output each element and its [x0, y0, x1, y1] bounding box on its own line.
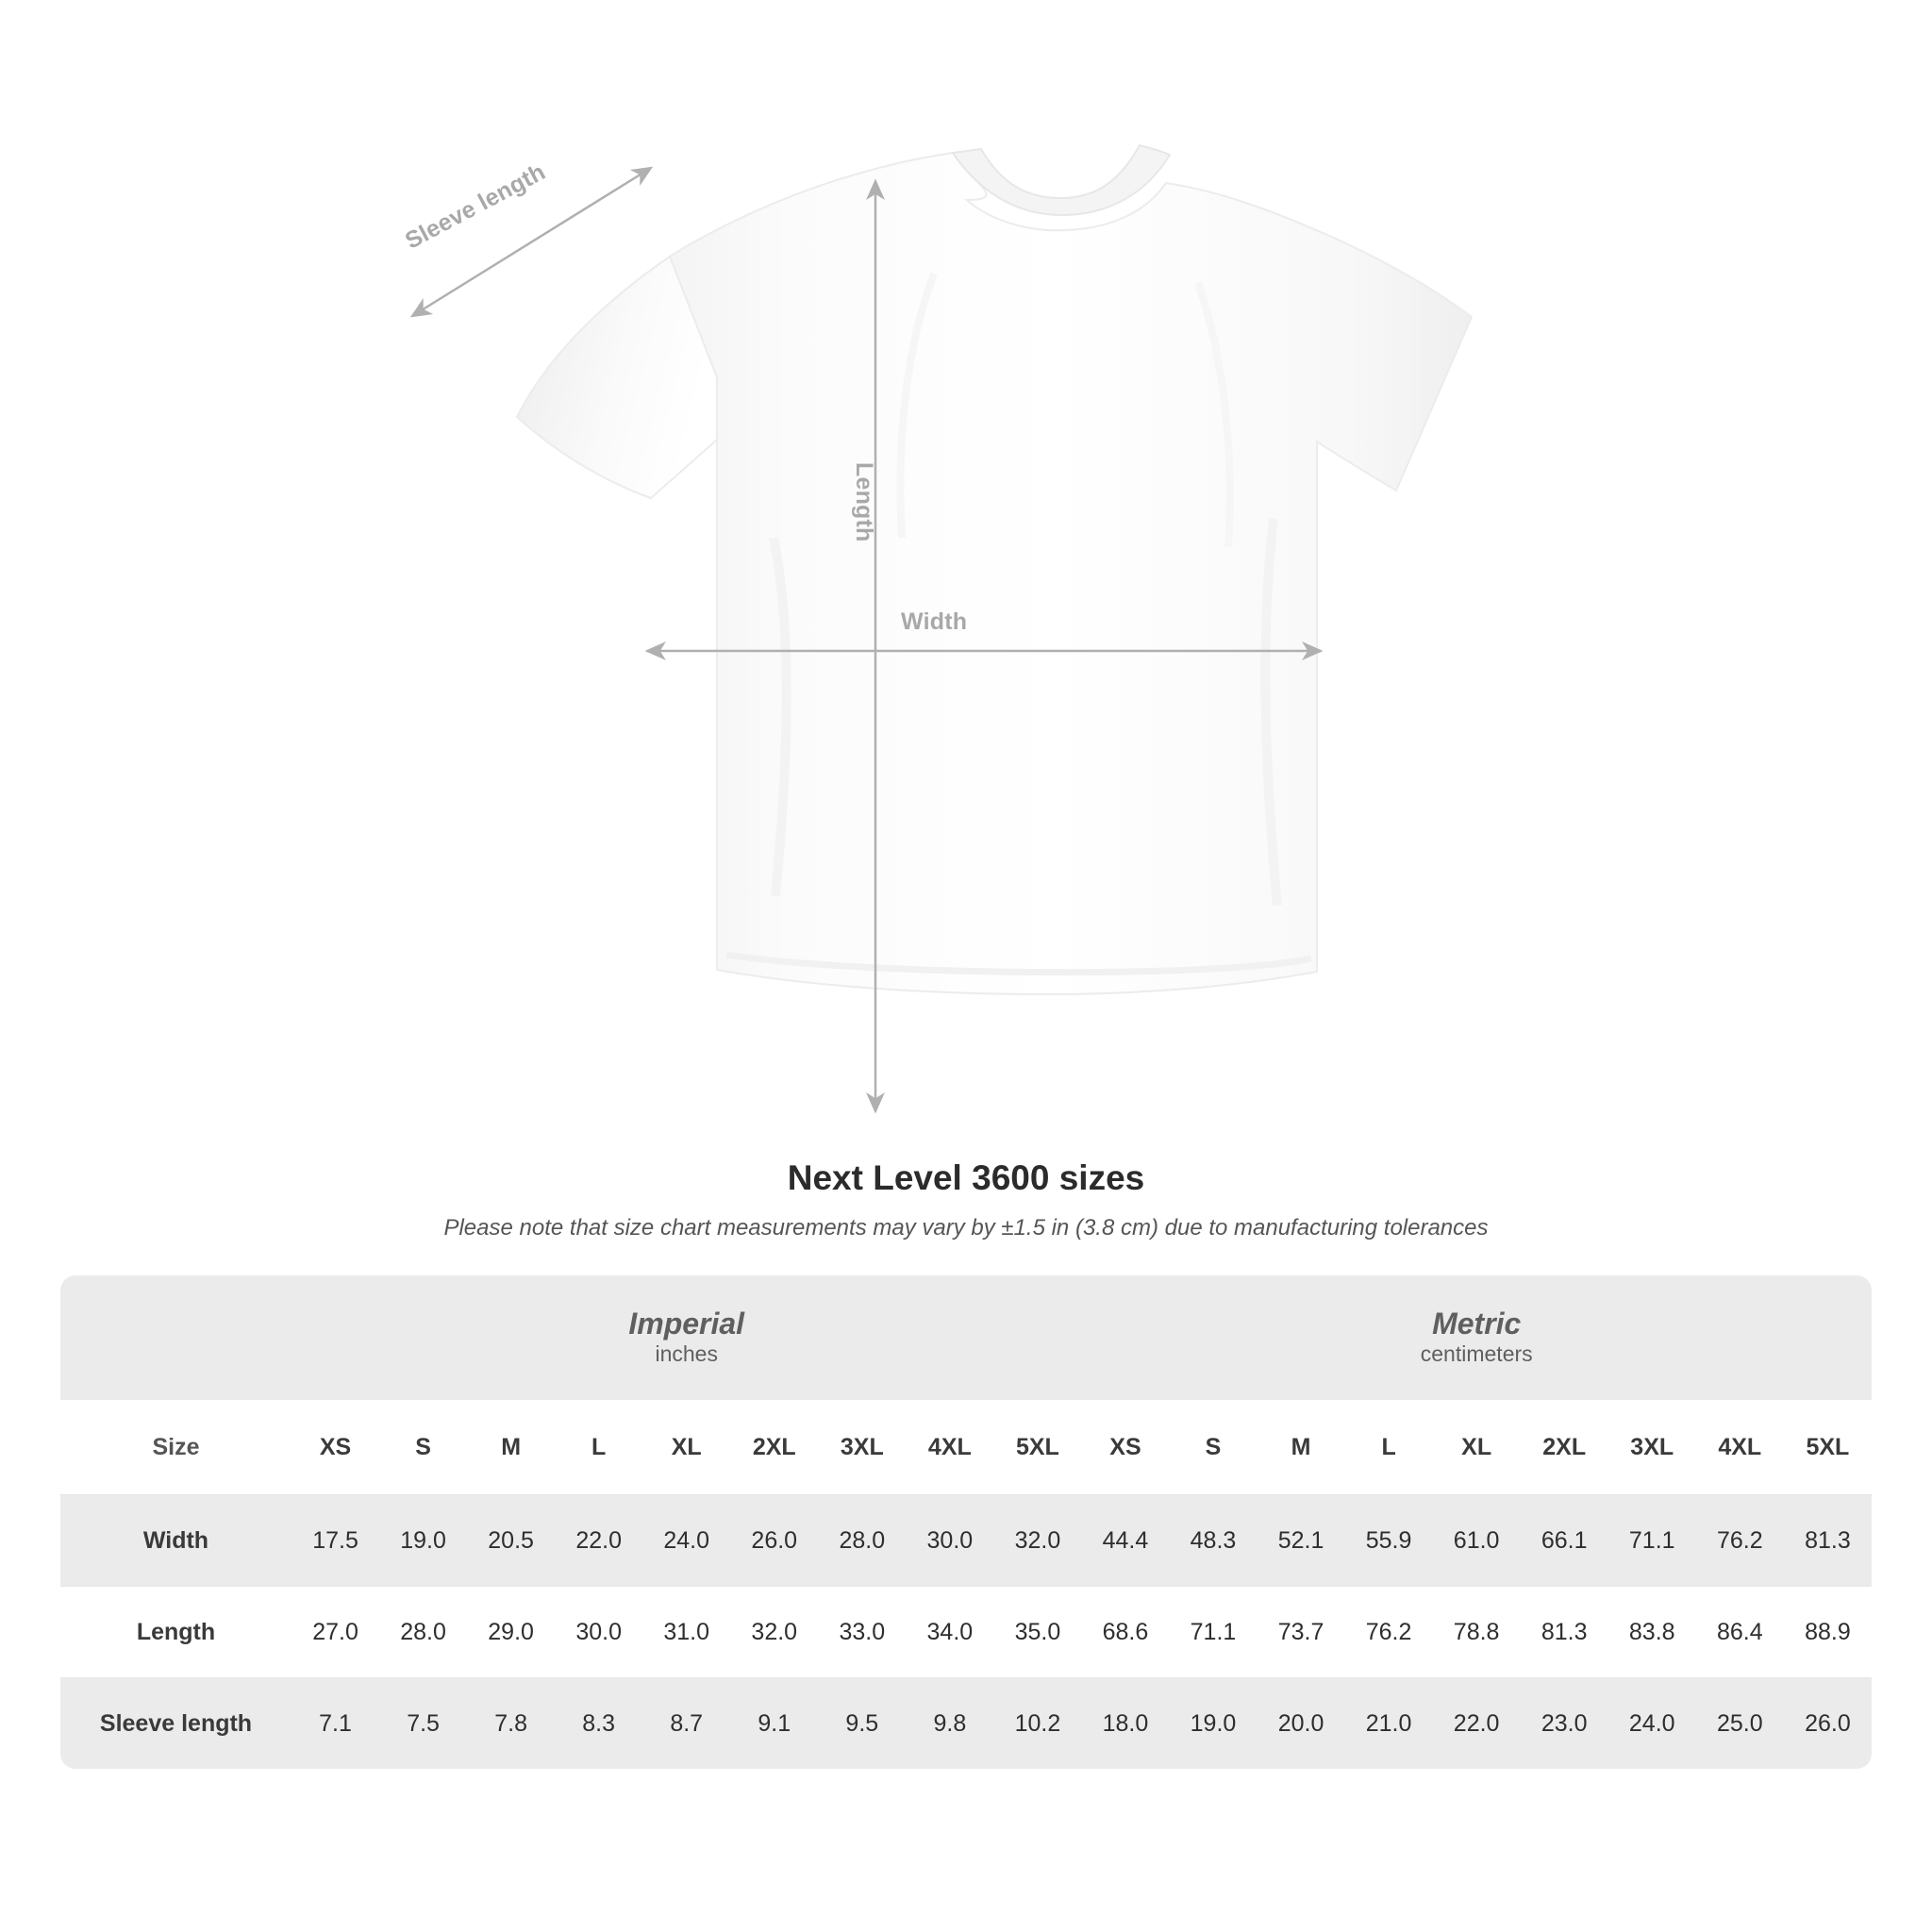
cell-sleeve: 25.0 [1696, 1678, 1784, 1769]
cell-length: 31.0 [642, 1587, 730, 1678]
cell-length: 71.1 [1169, 1587, 1257, 1678]
unit-header-row [60, 1275, 1872, 1400]
page-title: Next Level 3600 sizes [787, 1158, 1145, 1197]
cell-length: 83.8 [1608, 1587, 1696, 1678]
cell-width: 22.0 [555, 1495, 642, 1587]
size-header-cell: XL [642, 1400, 730, 1495]
cell-length: 88.9 [1784, 1587, 1872, 1678]
cell-sleeve: 9.5 [818, 1678, 906, 1769]
cell-length: 73.7 [1257, 1587, 1345, 1678]
size-header-cell: M [1257, 1400, 1345, 1495]
cell-sleeve: 24.0 [1608, 1678, 1696, 1769]
cell-length: 32.0 [730, 1587, 818, 1678]
table-row [60, 1587, 1872, 1678]
unit-group-imperial-sub: inches [655, 1341, 718, 1367]
cell-length: 81.3 [1521, 1587, 1608, 1678]
cell-length: 30.0 [555, 1587, 642, 1678]
size-header-cell: 4XL [1696, 1400, 1784, 1495]
cell-width: 19.0 [379, 1495, 467, 1587]
size-header-cell: XS [1081, 1400, 1169, 1495]
cell-width: 17.5 [291, 1495, 379, 1587]
cell-length: 34.0 [906, 1587, 993, 1678]
table-row [60, 1678, 1872, 1769]
cell-sleeve: 22.0 [1433, 1678, 1521, 1769]
cell-sleeve: 8.3 [555, 1678, 642, 1769]
cell-width: 48.3 [1169, 1495, 1257, 1587]
cell-width: 30.0 [906, 1495, 993, 1587]
cell-length: 86.4 [1696, 1587, 1784, 1678]
cell-sleeve: 7.1 [291, 1678, 379, 1769]
size-header-cell: 3XL [818, 1400, 906, 1495]
cell-width: 61.0 [1433, 1495, 1521, 1587]
size-header-cell: XL [1433, 1400, 1521, 1495]
cell-width: 71.1 [1608, 1495, 1696, 1587]
size-header-cell: L [1345, 1400, 1433, 1495]
cell-sleeve: 7.5 [379, 1678, 467, 1769]
cell-length: 35.0 [993, 1587, 1081, 1678]
cell-length: 29.0 [467, 1587, 555, 1678]
cell-length: 28.0 [379, 1587, 467, 1678]
row-label-width: Width [60, 1495, 291, 1587]
size-header-cell: L [555, 1400, 642, 1495]
cell-sleeve: 7.8 [467, 1678, 555, 1769]
size-header-cell: 4XL [906, 1400, 993, 1495]
width-label: Width [901, 608, 968, 635]
cell-width: 52.1 [1257, 1495, 1345, 1587]
unit-header-corner [60, 1275, 291, 1400]
table-row [60, 1495, 1872, 1587]
sleeve-length-label: Sleeve length [401, 158, 550, 255]
size-table-wrap [60, 1275, 1872, 1769]
size-header-cell: 3XL [1608, 1400, 1696, 1495]
size-header-row [60, 1400, 1872, 1495]
size-table [60, 1275, 1872, 1769]
cell-width: 55.9 [1345, 1495, 1433, 1587]
cell-width: 32.0 [993, 1495, 1081, 1587]
unit-group-metric [1081, 1275, 1872, 1400]
length-label: Length [851, 462, 877, 542]
cell-sleeve: 9.8 [906, 1678, 993, 1769]
cell-width: 28.0 [818, 1495, 906, 1587]
cell-sleeve: 21.0 [1345, 1678, 1433, 1769]
cell-width: 24.0 [642, 1495, 730, 1587]
cell-width: 66.1 [1521, 1495, 1608, 1587]
row-label-length: Length [60, 1587, 291, 1678]
size-header-cell: 5XL [993, 1400, 1081, 1495]
cell-length: 78.8 [1433, 1587, 1521, 1678]
cell-length: 76.2 [1345, 1587, 1433, 1678]
cell-length: 27.0 [291, 1587, 379, 1678]
cell-width: 20.5 [467, 1495, 555, 1587]
cell-sleeve: 18.0 [1081, 1678, 1169, 1769]
title-block [0, 1158, 1932, 1241]
cell-sleeve: 19.0 [1169, 1678, 1257, 1769]
size-header-cell: S [1169, 1400, 1257, 1495]
cell-width: 44.4 [1081, 1495, 1169, 1587]
cell-sleeve: 23.0 [1521, 1678, 1608, 1769]
size-header-cell: 2XL [730, 1400, 818, 1495]
cell-sleeve: 9.1 [730, 1678, 818, 1769]
size-header-cell: 5XL [1784, 1400, 1872, 1495]
unit-group-imperial [291, 1275, 1081, 1400]
unit-group-imperial-name: Imperial [628, 1306, 745, 1341]
cell-sleeve: 26.0 [1784, 1678, 1872, 1769]
cell-length: 33.0 [818, 1587, 906, 1678]
tolerance-note: Please note that size chart measurements may vary by ±1.5 in (3.8 cm) due to manufacturing tolerances [443, 1215, 1489, 1241]
unit-group-metric-sub: centimeters [1420, 1341, 1533, 1367]
size-header-cell: 2XL [1521, 1400, 1608, 1495]
cell-width: 81.3 [1784, 1495, 1872, 1587]
cell-sleeve: 8.7 [642, 1678, 730, 1769]
cell-width: 26.0 [730, 1495, 818, 1587]
cell-sleeve: 20.0 [1257, 1678, 1345, 1769]
size-header-cell: S [379, 1400, 467, 1495]
size-header-cell: M [467, 1400, 555, 1495]
row-label-sleeve-length: Sleeve length [60, 1678, 291, 1769]
cell-length: 68.6 [1081, 1587, 1169, 1678]
unit-group-metric-name: Metric [1432, 1306, 1522, 1341]
size-header-cell: XS [291, 1400, 379, 1495]
cell-sleeve: 10.2 [993, 1678, 1081, 1769]
size-header-label: Size [60, 1400, 291, 1495]
cell-width: 76.2 [1696, 1495, 1784, 1587]
